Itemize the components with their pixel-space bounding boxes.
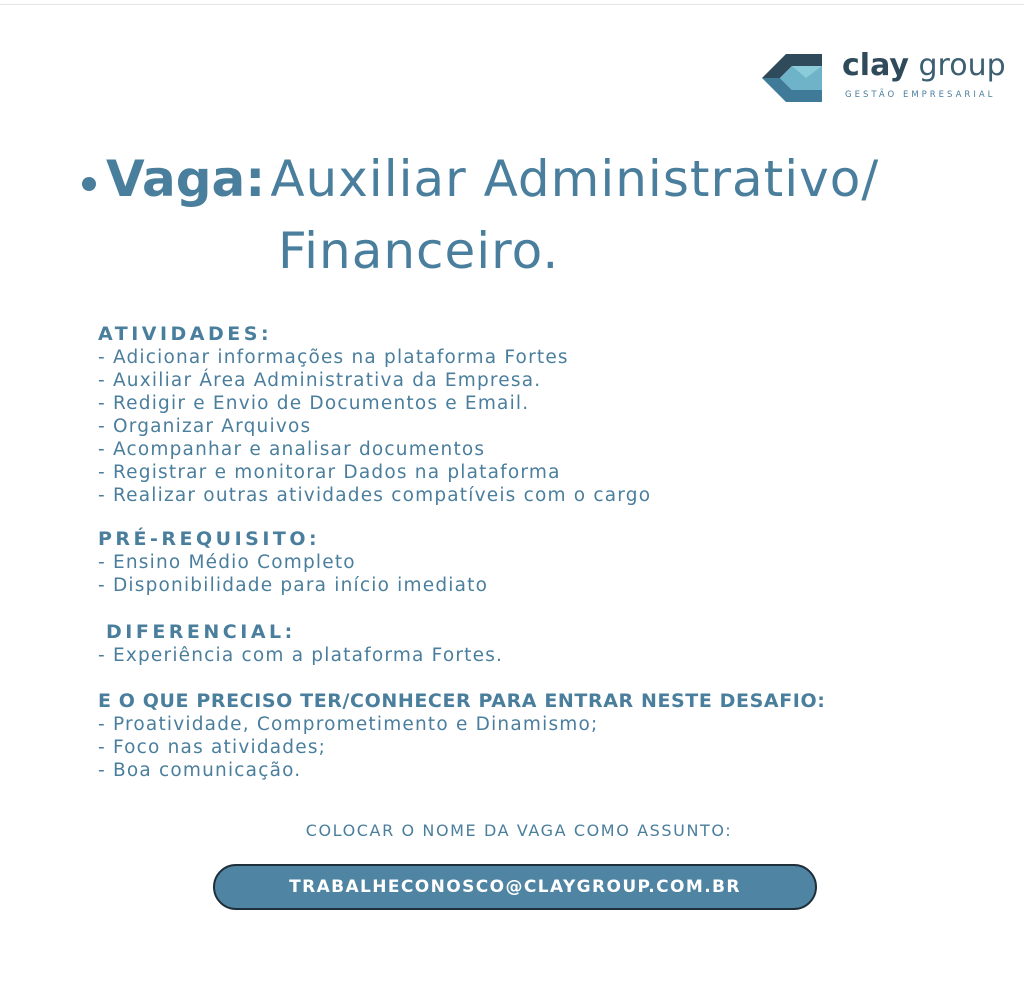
section-desafio — [98, 689, 978, 782]
list-item: - Acompanhar e analisar documentos — [98, 439, 486, 460]
list-item: - Organizar Arquivos — [98, 416, 312, 437]
section-heading: PRÉ-REQUISITO: — [98, 528, 321, 550]
list-item: - Redigir e Envio de Documentos e Email. — [98, 393, 530, 414]
section-heading: E O QUE PRECISO TER/CONHECER PARA ENTRAR NESTE DESAFIO: — [98, 690, 826, 712]
section-atividades — [98, 322, 978, 507]
title-role-line2: Financeiro. — [278, 222, 560, 280]
list-item: - Experiência com a plataforma Fortes. — [98, 645, 504, 666]
list-item: - Ensino Médio Completo — [98, 552, 356, 573]
job-title — [82, 150, 982, 280]
list-item: - Registrar e monitorar Dados na plataforma — [98, 462, 561, 483]
title-role-line1: Auxiliar Administrativo/ — [270, 150, 880, 208]
section-heading: DIFERENCIAL: — [106, 621, 296, 643]
list-item: - Adicionar informações na plataforma Fortes — [98, 347, 569, 368]
clay-group-logo-mark-icon — [762, 54, 824, 102]
section-diferencial — [98, 620, 978, 667]
list-item: - Foco nas atividades; — [98, 737, 327, 758]
title-bullet-icon — [82, 177, 96, 191]
logo-brand-bold: clay — [842, 48, 909, 83]
logo-tagline: GESTÃO EMPRESARIAL — [845, 90, 996, 100]
section-prerequisito — [98, 527, 978, 597]
list-item: - Auxiliar Área Administrativa da Empresa. — [98, 370, 542, 391]
subject-instruction: COLOCAR O NOME DA VAGA COMO ASSUNTO: — [305, 821, 733, 840]
list-item: - Proatividade, Comprometimento e Dinamismo; — [98, 714, 599, 735]
logo-brand-light: group — [918, 48, 1006, 83]
top-divider — [0, 4, 1024, 5]
clay-group-logo — [762, 48, 1006, 110]
section-heading: ATIVIDADES: — [98, 323, 273, 345]
list-item: - Boa comunicação. — [98, 760, 302, 781]
list-item: - Disponibilidade para início imediato — [98, 575, 489, 596]
email-button[interactable]: TRABALHECONOSCO@CLAYGROUP.COM.BR — [213, 864, 817, 910]
logo-wordmark — [842, 48, 1006, 83]
title-label: Vaga: — [106, 150, 266, 208]
list-item: - Realizar outras atividades compatíveis com o cargo — [98, 485, 652, 506]
